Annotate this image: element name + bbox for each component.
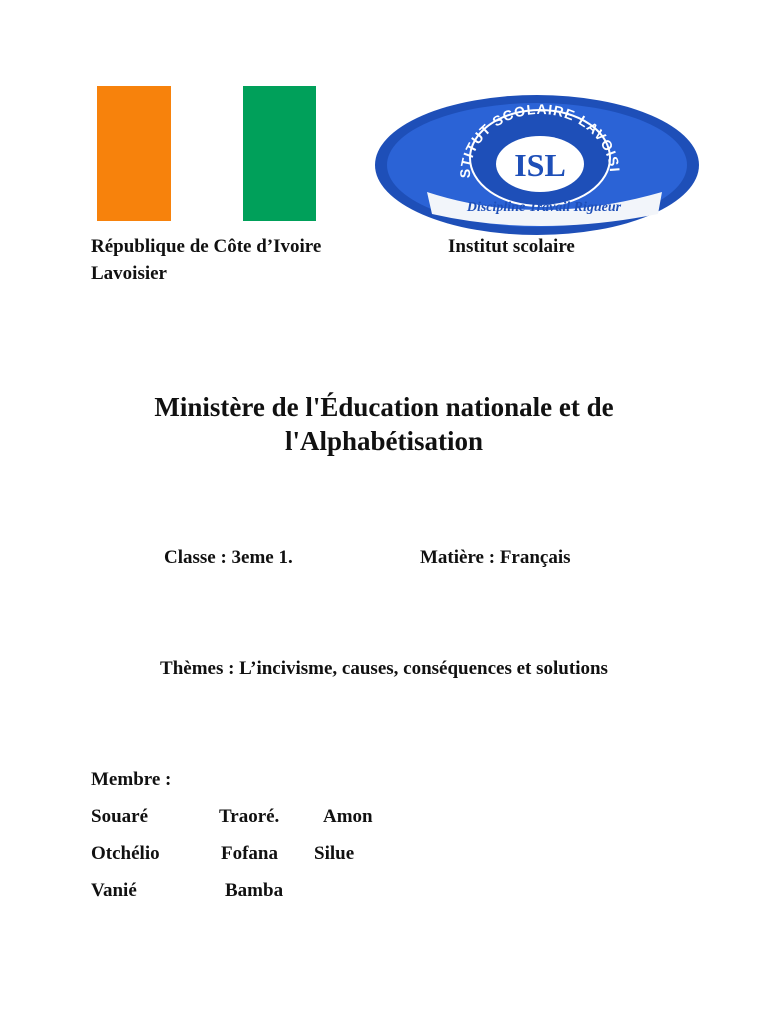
ivory-coast-flag: [97, 86, 316, 221]
flag-white-band: [171, 86, 243, 221]
member-name: Bamba: [225, 880, 284, 901]
members-heading: Membre :: [91, 769, 172, 790]
member-name: Traoré.: [219, 806, 280, 827]
theme-title: Thèmes : L’incivisme, causes, conséquences et solutions: [160, 658, 608, 679]
member-name: Silue: [314, 843, 355, 864]
flag-orange-band: [97, 86, 171, 221]
country-name: République de Côte d’Ivoire: [91, 236, 322, 257]
class-label: Classe : 3eme 1.: [164, 547, 293, 568]
ministry-title-line1: Ministère de l'Éducation nationale et de: [154, 392, 614, 422]
logo-banner-text: Discipline Travail Rigueur: [466, 200, 622, 215]
member-name: Amon: [323, 806, 373, 827]
logo-monogram: ISL: [514, 147, 566, 183]
member-name: Fofana: [221, 843, 278, 864]
member-name: Vanié: [91, 880, 137, 901]
member-name: Souaré: [91, 806, 148, 827]
subject-label: Matière : Français: [420, 547, 571, 568]
school-name-line2: Lavoisier: [91, 263, 167, 284]
school-logo: [372, 92, 702, 238]
member-name: Otchélio: [91, 843, 160, 864]
ministry-title-line2: l'Alphabétisation: [284, 426, 484, 456]
school-logo-emblem: [372, 92, 702, 238]
flag-green-band: [243, 86, 316, 221]
logo-ring-text: STITUT SCOLAIRE LAVOISI: [456, 100, 624, 179]
school-name-line1: Institut scolaire: [448, 236, 575, 257]
